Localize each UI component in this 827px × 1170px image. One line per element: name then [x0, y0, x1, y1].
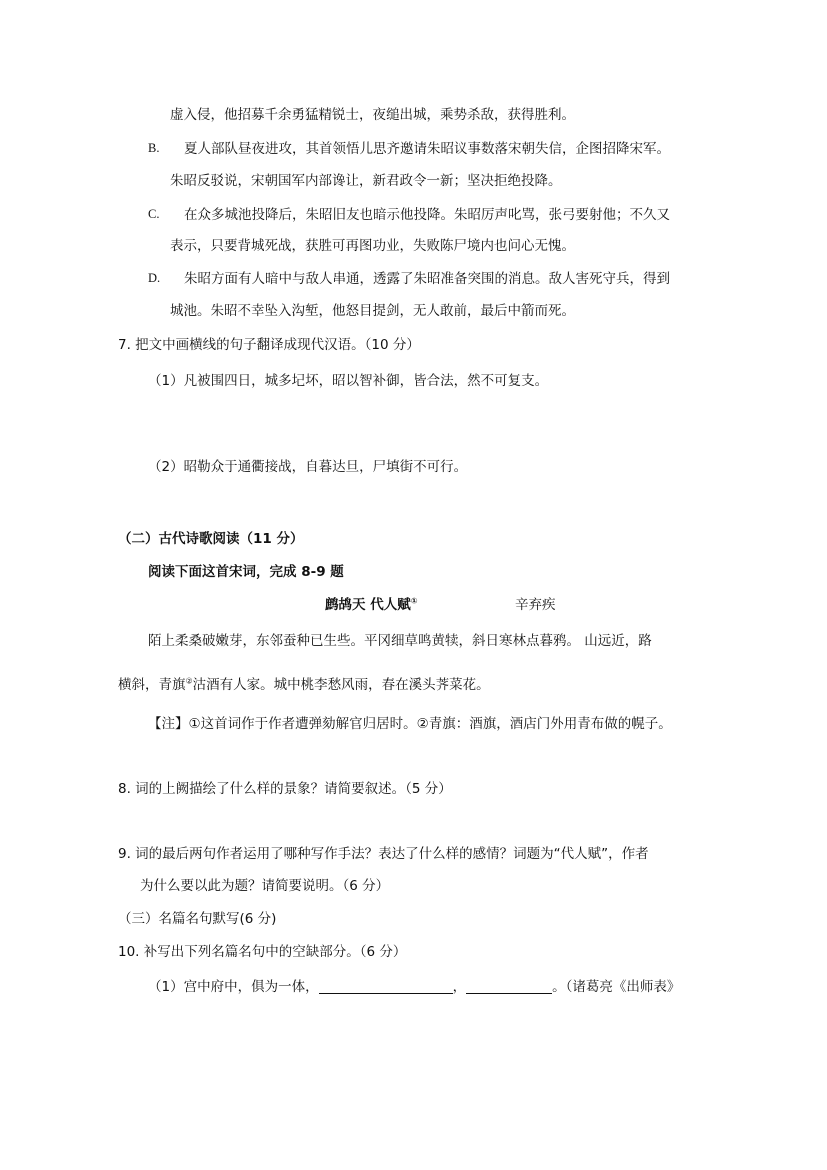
q7-sentence-1: （1）凡被围四日，城多圮坏，昭以智补御，皆合法，然不可复支。	[148, 373, 549, 389]
section-2-instruction: 阅读下面这首宋词，完成 8-9 题	[148, 564, 344, 580]
q10-item-1-suffix: 。（诸葛亮《出师表》	[552, 979, 681, 995]
q10-item-1-blank-2[interactable]	[466, 979, 552, 994]
section-2-heading: （二）古代诗歌阅读（11 分）	[118, 531, 304, 547]
poem-line-2	[118, 676, 490, 694]
q6-option-b-letter: B.	[148, 141, 160, 155]
poem-line-2-start: 横斜，青旗	[118, 677, 186, 693]
q6-option-b-line2: 朱昭反驳说，宋朝国军内部谗让，新君政令一新；坚决拒绝投降。	[170, 173, 562, 189]
poem-line-1: 陌上柔桑破嫩芽，东邻蚕种已生些。平冈细草鸣黄犊，斜日寒林点暮鸦。 山远近，路	[148, 633, 652, 649]
q9-line2: 为什么要以此为题？请简要说明。（6 分）	[140, 878, 390, 894]
q7-title: 7. 把文中画横线的句子翻译成现代汉语。（10 分）	[118, 337, 420, 353]
q10-title: 10. 补写出下列名篇名句中的空缺部分。（6 分）	[118, 944, 407, 960]
q7-sentence-2: （2）昭勒众于通衢接战，自暮达旦，尸填街不可行。	[148, 459, 468, 475]
poem-line-2-end: 沽酒有人家。城中桃李愁风雨，春在溪头荠菜花。	[192, 677, 490, 693]
poem-title-note-mark: ①	[410, 596, 418, 606]
q10-item-1	[148, 978, 680, 996]
q6-option-b-line1: 夏人部队昼夜进攻，其首领悟儿思齐邀请朱昭议事数落宋朝失信，企图招降宋军。	[184, 141, 670, 157]
q9-line1: 9. 词的最后两句作者运用了哪种写作手法？表达了什么样的感情？词题为“代人赋”，作者	[118, 846, 649, 862]
q6-option-d-letter: D.	[148, 271, 161, 285]
poem-author: 辛弃疾	[515, 597, 556, 613]
poem-notes: 【注】①这首词作于作者遭弹劾解官归居时。②青旗：酒旗，酒店门外用青布做的幌子。	[148, 716, 672, 732]
q6-option-c-line2: 表示，只要背城死战，获胜可再图功业，失败陈尸境内也问心无愧。	[170, 238, 575, 254]
poem-line-2-note-mark: ②	[185, 676, 193, 686]
poem-title-text: 鹧鸪天 代人赋	[325, 597, 411, 613]
q6-option-a-continuation: 虚入侵，他招募千余勇猛精锐士，夜缒出城，乘势杀敌，获得胜利。	[170, 107, 575, 123]
q10-item-1-separator: ，	[452, 979, 467, 995]
q10-item-1-blank-1[interactable]	[319, 979, 453, 994]
poem-title	[325, 596, 417, 614]
q8-text: 8. 词的上阙描绘了什么样的景象？请简要叙述。（5 分）	[118, 781, 452, 797]
q6-option-c-letter: C.	[148, 207, 160, 221]
q10-item-1-prefix: （1）宫中府中，俱为一体，	[148, 979, 319, 995]
q6-option-d-line2: 城池。朱昭不幸坠入沟堑，他怒目提剑，无人敢前，最后中箭而死。	[170, 303, 575, 319]
section-3-heading: （三）名篇名句默写(6 分)	[118, 911, 277, 927]
q6-option-d-line1: 朱昭方面有人暗中与敌人串通，透露了朱昭准备突围的消息。敌人害死守兵，得到	[184, 271, 670, 287]
q6-option-c-line1: 在众多城池投降后，朱昭旧友也暗示他投降。朱昭厉声叱骂，张弓要射他；不久又	[184, 207, 670, 223]
